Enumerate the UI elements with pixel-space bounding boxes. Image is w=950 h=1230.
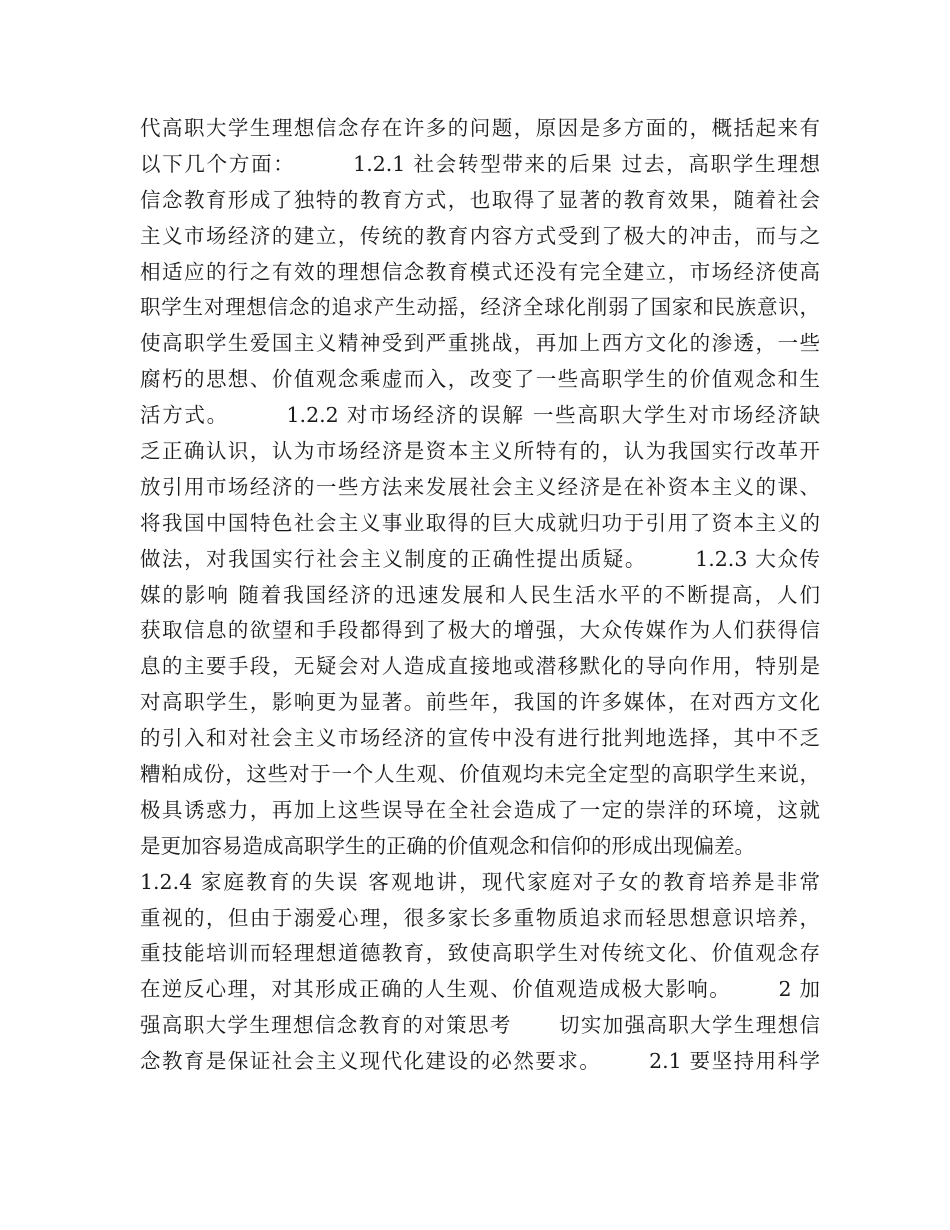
text-line: 媒的影响 随着我国经济的迅速发展和人民生活水平的不断提高，人们 [140,582,820,607]
text-line: 信念教育形成了独特的教育方式，也取得了显著的教育效果，随着社会 [140,187,820,212]
text-line: 念教育是保证社会主义现代化建设的必然要求。 2.1 要坚持用科学 [140,1049,820,1074]
text-line: 获取信息的欲望和手段都得到了极大的增强，大众传媒作为人们获得信 [140,618,820,643]
text-line: 重技能培训而轻理想道德教育，致使高职学生对传统文化、价值观念存 [140,941,820,966]
text-line: 代高职大学生理想信念存在许多的问题，原因是多方面的，概括起来有 [140,116,820,140]
text-line: 1.2.4 家庭教育的失误 客观地讲，现代家庭对子女的教育培养是非常 [140,869,820,894]
text-line: 重视的，但由于溺爱心理，很多家长多重物质追求而轻思想意识培养， [140,905,820,930]
text-line: 活方式。 1.2.2 对市场经济的误解 一些高职大学生对市场经济缺 [140,403,820,428]
text-line: 乏正确认识，认为市场经济是资本主义所特有的，认为我国实行改革开 [140,439,820,464]
text-line: 做法，对我国实行社会主义制度的正确性提出质疑。 1.2.3 大众传 [140,546,820,571]
text-line: 极具诱惑力，再加上这些误导在全社会造成了一定的崇洋的环境，这就 [140,797,820,822]
text-line: 放引用市场经济的一些方法来发展社会主义经济是在补资本主义的课、 [140,474,820,499]
text-line: 将我国中国特色社会主义事业取得的巨大成就归功于引用了资本主义的 [140,510,820,535]
text-line: 在逆反心理，对其形成正确的人生观、价值观造成极大影响。 2 加 [140,977,820,1002]
text-line: 职学生对理想信念的追求产生动摇，经济全球化削弱了国家和民族意识， [140,295,820,320]
text-line: 腐朽的思想、价值观念乘虚而入，改变了一些高职学生的价值观念和生 [140,367,820,392]
text-line: 以下几个方面： 1.2.1 社会转型带来的后果 过去，高职学生理想 [140,151,820,176]
text-line: 对高职学生，影响更为显著。前些年，我国的许多媒体，在对西方文化 [140,690,820,715]
text-line: 的引入和对社会主义市场经济的宣传中没有进行批判地选择，其中不乏 [140,726,820,751]
body-text [140,111,820,1080]
text-line: 是更加容易造成高职学生的正确的价值观念和信仰的形成出现偏差。 [140,833,755,858]
text-line: 强高职大学生理想信念教育的对策思考 切实加强高职大学生理想信 [140,1013,820,1038]
text-line: 相适应的行之有效的理想信念教育模式还没有完全建立，市场经济使高 [140,259,820,284]
text-line: 主义市场经济的建立，传统的教育内容方式受到了极大的冲击，而与之 [140,223,820,248]
text-line: 糟粕成份，这些对于一个人生观、价值观均未完全定型的高职学生来说， [140,762,820,787]
text-line: 使高职学生爱国主义精神受到严重挑战，再加上西方文化的渗透，一些 [140,331,820,356]
text-line: 息的主要手段，无疑会对人造成直接地或潜移默化的导向作用，特别是 [140,654,820,679]
